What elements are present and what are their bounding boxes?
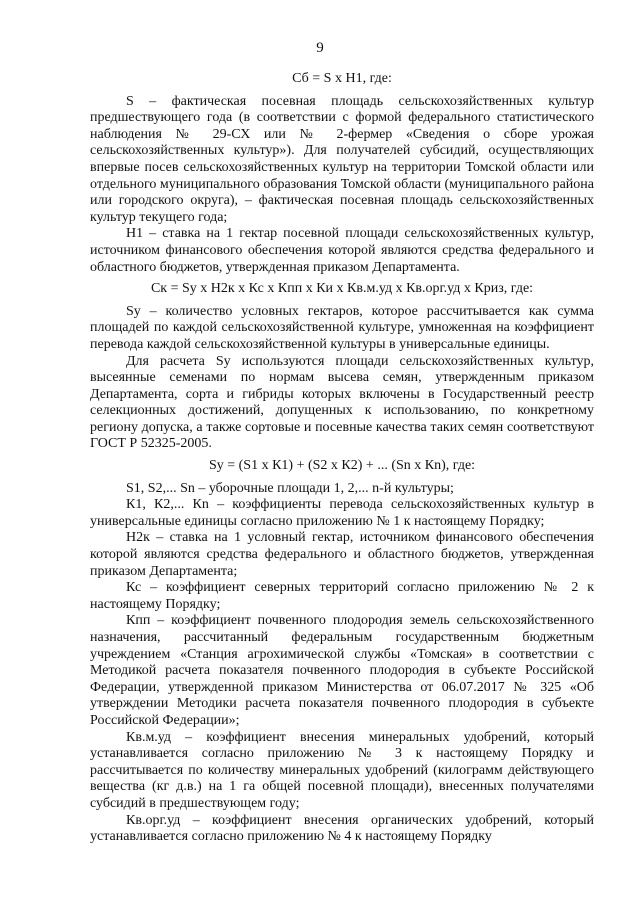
formula-sy: Sу = (S1 х К1) + (S2 х К2) + ... (Sn х Кn), где:	[208, 458, 476, 474]
definition-h1: Н1 – ставка на 1 гектар посевной площади сельскохозяйственных культур, источником финансового обеспечения которой являются средства федерального и областного бюджетов, утвержденная приказом Департамента.	[90, 226, 594, 275]
definition-s: S – фактическая посевная площадь сельскохозяйственных культур предшествующего года (в соответствии с формой федерального статистического наблюдения № 29-СХ или № 2-фермер «Сведения о сборе урожая сельскохозяйственных культур»). Для получателей субсидий, осуществляющих впервые посев сельскохозяйственных культур на территории Томской области или отдельного муниципального образования Томской области (муниципального района или городского округа), – фактическая посевная площадь сельскохозяйственных культур текущего года;	[90, 93, 594, 225]
document-body	[90, 66, 594, 846]
formula-sk: Ск = Sу х Н2к х Кс х Кпп х Ки х Кв.м.уд х Кв.орг.уд х Криз, где:	[150, 281, 534, 297]
definition-h2k: Н2к – ставка на 1 условный гектар, источником финансового обеспечения которой являются средства федерального и областного бюджетов, утвержденная приказом Департамента;	[90, 530, 594, 579]
definition-k1-kn: К1, К2,... Кn – коэффициенты перевода сельскохозяйственных культур в универсальные единицы согласно приложению № 1 к настоящему Порядку;	[90, 497, 594, 529]
definition-kvorgud: Кв.орг.уд – коэффициент внесения органических удобрений, который устанавливается согласно приложению № 4 к настоящему Порядку	[90, 812, 594, 845]
page-number: 9	[316, 40, 324, 56]
definition-kvmud: Кв.м.уд – коэффициент внесения минеральных удобрений, который устанавливается согласно приложению № 3 к настоящему Порядку и рассчитывается по количеству минеральных удобрений (килограмм действующего вещества (кг д.в.) на 1 га общей посевной площади), внесенных получателями субсидий в предшествующем году;	[90, 729, 594, 811]
definition-kc: Кс – коэффициент северных территорий согласно приложению № 2 к настоящему Порядку;	[90, 580, 594, 612]
definition-s1-sn: S1, S2,... Sn – уборочные площади 1, 2,... n-й культуры;	[126, 480, 454, 496]
formula-sb: Сб = S х Н1, где:	[292, 71, 392, 86]
definition-kpp: Кпп – коэффициент почвенного плодородия земель сельскохозяйственного назначения, рассчитанный федеральным государственным бюджетным учреждением «Станция агрохимической службы «Томская» в соответствии с Методикой расчета показателя почвенного плодородия в субъекте Российской Федерации, утвержденной приказом Министерства от 06.07.2017 № 325 «Об утверждении Методики расчета показателя почвенного плодородия в субъекте Российской Федерации»;	[90, 613, 594, 728]
definition-sy: Sу – количество условных гектаров, которое рассчитывается как сумма площадей по каждой сельскохозяйственной культуре, умноженная на коэффициент перевода каждой сельскохозяйственной культуры в универсальные единицы.	[90, 303, 594, 352]
paragraph-sy-calculation: Для расчета Sу используются площади сельскохозяйственных культур, высеянные семенами по нормам высева семян, утвержденным приказом Департамента, сорта и гибриды которых включены в Государственный реестр селекционных достижений, допущенных к использованию, по конкретному региону допуска, а также сортовые и посевные качества таких семян соответствуют ГОСТ Р 52325-2005.	[90, 353, 594, 452]
